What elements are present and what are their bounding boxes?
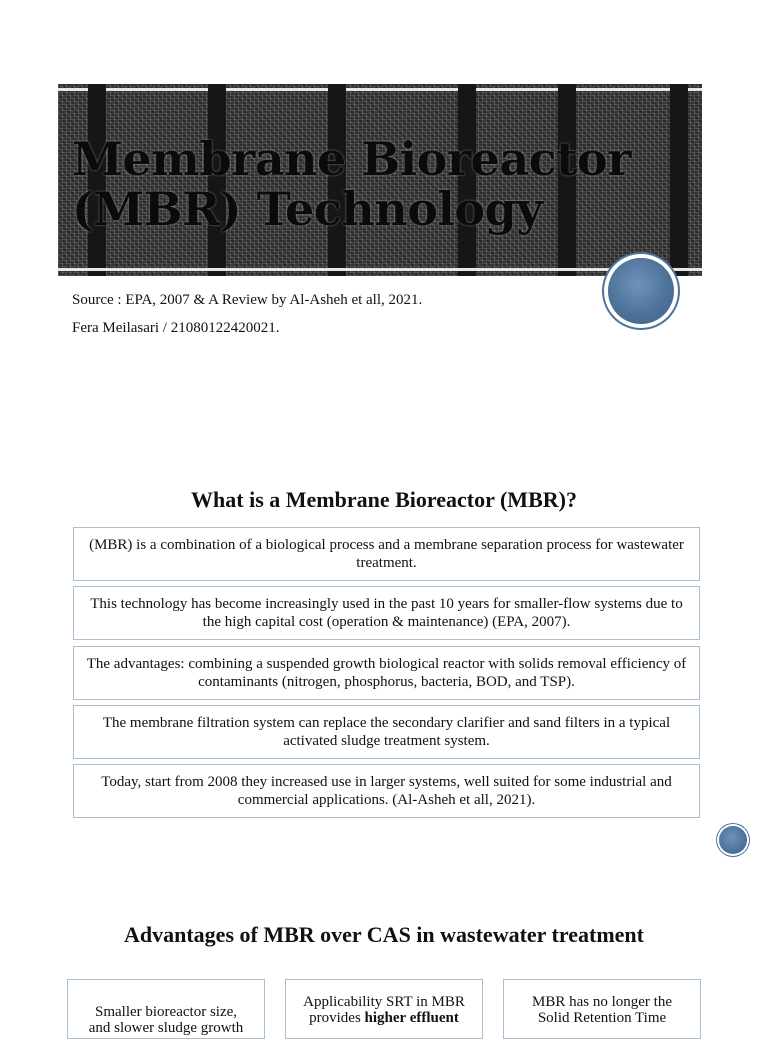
section-heading-what-is-mbr: What is a Membrane Bioreactor (MBR)? (191, 487, 577, 512)
author-text: Fera Meilasari / 21080122420021. (72, 320, 280, 336)
card-line-2: and slower sludge growth (88, 1020, 244, 1036)
card-line-1: Smaller bioreactor size, (94, 1004, 238, 1020)
card-line-1: MBR has no longer the (532, 994, 672, 1010)
advantage-card (285, 979, 483, 1039)
decorative-circle-icon (608, 258, 674, 324)
title-line-1: Membrane Bioreactor (72, 132, 631, 186)
card-line-1: Applicability SRT in MBR (303, 994, 465, 1010)
banner-top-line (58, 88, 702, 91)
card-line-2-bold: higher effluent (364, 1010, 459, 1026)
advantage-card (503, 979, 701, 1039)
info-box: The advantages: combining a suspended growth biological reactor with solids removal efficiency of contaminants (nitrogen, phosphorus, bacteria, BOD, and TSP). (73, 646, 700, 700)
advantage-card (67, 979, 265, 1039)
card-line-2-plain: provides (309, 1010, 365, 1026)
decorative-circle-icon (719, 826, 747, 854)
banner-bottom-line (58, 268, 702, 271)
card-line-2: Solid Retention Time (537, 1010, 667, 1026)
page-title (72, 134, 692, 234)
section-heading-advantages: Advantages of MBR over CAS in wastewater treatment (124, 922, 644, 947)
title-slide (0, 0, 768, 420)
title-line-2: (MBR) Technology (72, 182, 543, 236)
source-text: Source : EPA, 2007 & A Review by Al-Asheh et all, 2021. (72, 292, 423, 308)
info-box: Today, start from 2008 they increased use in larger systems, well suited for some industrial and commercial applications. (Al-Asheh et all, 2021). (73, 764, 700, 818)
info-box: The membrane filtration system can replace the secondary clarifier and sand filters in a typical activated sludge treatment system. (73, 705, 700, 759)
info-box: This technology has become increasingly used in the past 10 years for smaller-flow systems due to the high capital cost (operation & maintenance) (EPA, 2007). (73, 586, 700, 640)
info-box: (MBR) is a combination of a biological process and a membrane separation process for wastewater treatment. (73, 527, 700, 581)
